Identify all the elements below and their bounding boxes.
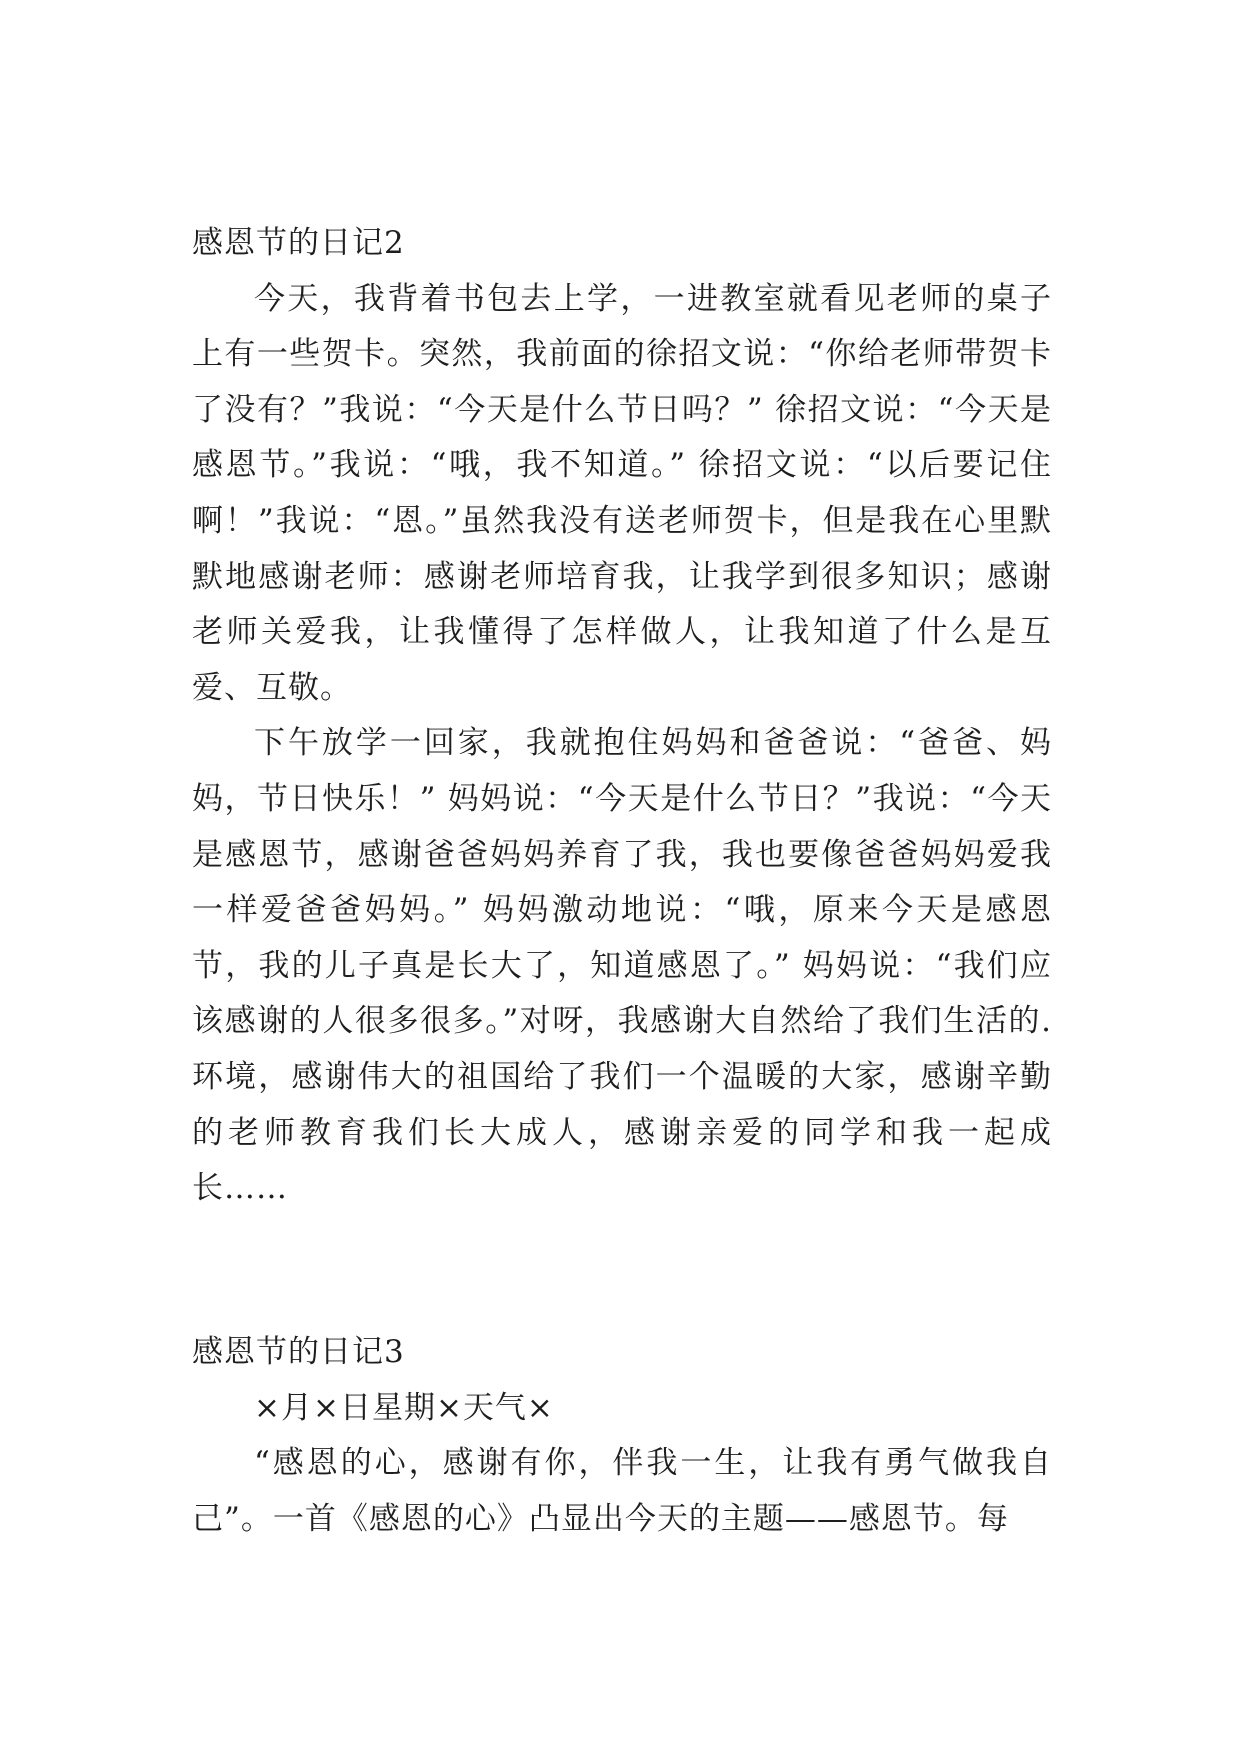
section-heading: 感恩节的日记2 <box>192 225 405 261</box>
paragraph: 下午放学一回家，我就抱住妈妈和爸爸说：“爸爸、妈妈，节日快乐！” 妈妈说：“今天是什么节日？”我说：“今天是感恩节，感谢爸爸妈妈养育了我，我也要像爸爸妈妈爱我一样爱爸爸妈妈。” 妈妈激动地说：“哦，原来今天是感恩节，我的儿子真是长大了，知道感恩了。” 妈妈说：“我们应该感谢的人很多很多。”对呀，我感谢大自然给了我们生活的.环境，感谢伟大的祖国给了我们一个温暖的大家，感谢辛勤的老师教育我们长大成人，感谢亲爱的同学和我一起成长…… <box>192 725 1052 1207</box>
diary-section-2 <box>192 216 1052 1217</box>
paragraph: 今天，我背着书包去上学，一进教室就看见老师的桌子上有一些贺卡。突然，我前面的徐招文说：“你给老师带贺卡了没有？”我说：“今天是什么节日吗？” 徐招文说：“今天是感恩节。”我说：“哦，我不知道。” 徐招文说：“以后要记住啊！”我说：“恩。”虽然我没有送老师贺卡，但是我在心里默默地感谢老师：感谢老师培育我，让我学到很多知识；感谢老师关爱我，让我懂得了怎样做人，让我知道了什么是互爱、互敬。 <box>192 280 1052 706</box>
diary-section-3 <box>192 1325 1052 1547</box>
paragraph: “感恩的心，感谢有你，伴我一生，让我有勇气做我自己”。一首《感恩的心》凸显出今天的主题——感恩节。每 <box>192 1445 1052 1537</box>
date-weather-line: ×月×日星期×天气× <box>254 1389 554 1426</box>
section-heading: 感恩节的日记3 <box>192 1334 405 1370</box>
